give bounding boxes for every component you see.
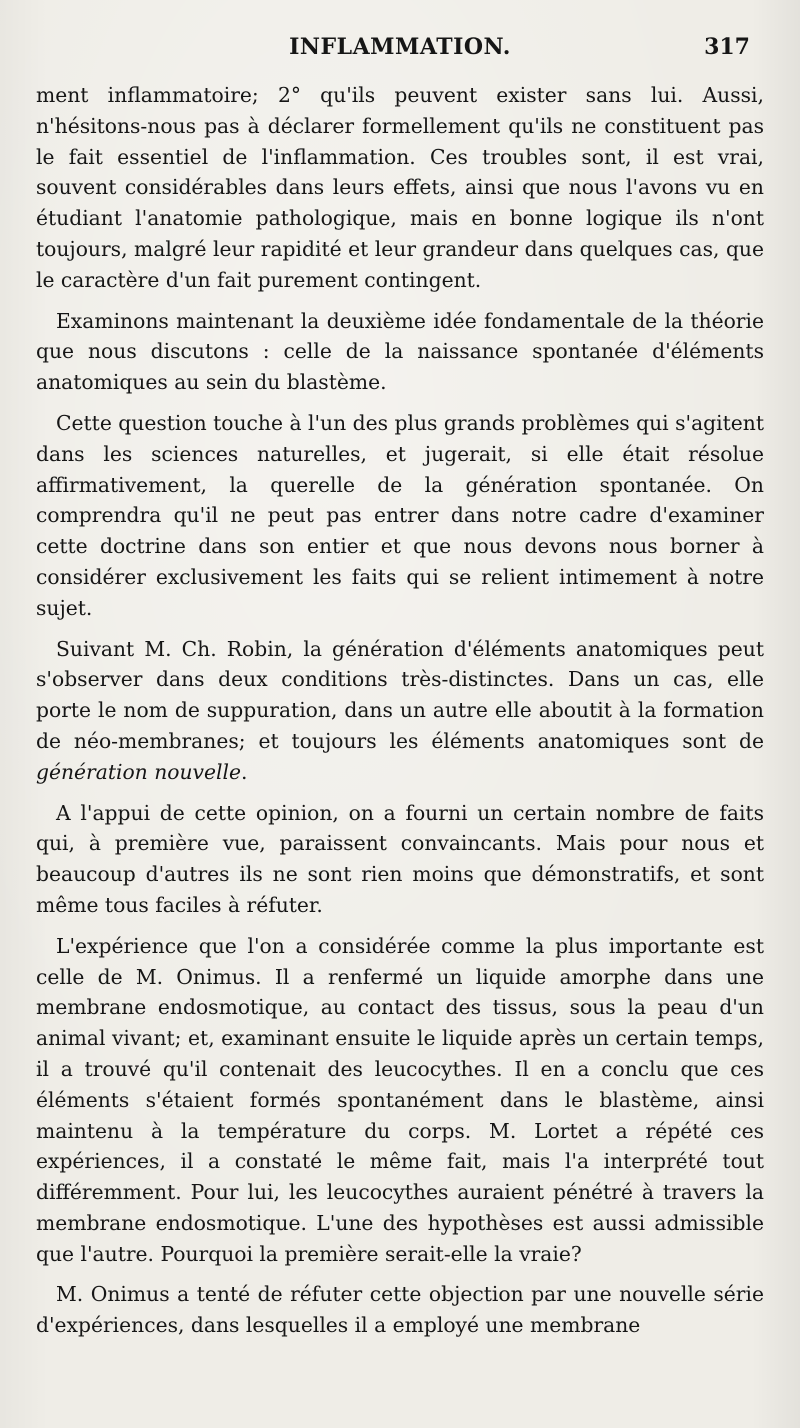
paragraph: Examinons maintenant la deuxième idée fondamentale de la théorie que nous discutons : celle de la naissance spontanée d'éléments anatomiques au sein du blastème. — [36, 308, 764, 395]
italic-phrase: génération nouvelle — [36, 759, 241, 784]
page-header — [36, 32, 764, 76]
paragraph-text: Suivant M. Ch. Robin, la génération d'éléments anatomiques peut s'observer dans deux conditions très-distinctes. Dans un cas, elle porte le nom de suppuration, dans un autre elle aboutit à la formation de néo-membranes; et toujours les éléments anatomiques sont de — [36, 636, 764, 753]
page-number: 317 — [704, 34, 750, 60]
body-text — [36, 80, 764, 1341]
paragraph: A l'appui de cette opinion, on a fourni un certain nombre de faits qui, à première vue, paraissent convaincants. Mais pour nous et beaucoup d'autres ils ne sont rien moins que démonstratifs, et sont même tous faciles à réfuter. — [36, 800, 764, 917]
paragraph: Cette question touche à l'un des plus grands problèmes qui s'agitent dans les sciences naturelles, et jugerait, si elle était résolue affirmativement, la querelle de la génération spontanée. On comprendra qu'il ne peut pas entrer dans notre cadre d'examiner cette doctrine dans son entier et que nous devons nous borner à considérer exclusivement les faits qui se relient intimement à notre sujet. — [36, 410, 764, 620]
paragraph: ment inflammatoire; 2° qu'ils peuvent exister sans lui. Aussi, n'hésitons-nous pas à déclarer formellement qu'ils ne constituent pas le fait essentiel de l'inflammation. Ces troubles sont, il est vrai, souvent considérables dans leurs effets, ainsi que nous l'avons vu en étudiant l'anatomie pathologique, mais en bonne logique ils n'ont toujours, malgré leur rapidité et leur grandeur dans quelques cas, que le caractère d'un fait purement contingent. — [36, 83, 764, 292]
paragraph: M. Onimus a tenté de réfuter cette objection par une nouvelle série d'expériences, dans lesquelles il a employé une membrane — [36, 1282, 764, 1338]
paragraph: L'expérience que l'on a considérée comme la plus importante est celle de M. Onimus. Il a renfermé un liquide amorphe dans une membrane endosmotique, au contact des tissus, sous la peau d'un animal vivant; et, examinant ensuite le liquide après un certain temps, il a trouvé qu'il contenait des leucocythes. Il en a conclu que ces éléments s'étaient formés spontanément dans le blastème, ainsi maintenu à la température du corps. M. Lortet a répété ces expériences, il a constaté le même fait, mais l'a interprété tout différemment. Pour lui, les leucocythes auraient pénétré à travers la membrane endosmotique. L'une des hypothèses est aussi admissible que l'autre. Pourquoi la première serait-elle la vraie? — [36, 933, 764, 1266]
paragraph — [36, 634, 764, 788]
paragraph-text-end: . — [240, 759, 248, 784]
running-title: INFLAMMATION. — [289, 34, 511, 60]
